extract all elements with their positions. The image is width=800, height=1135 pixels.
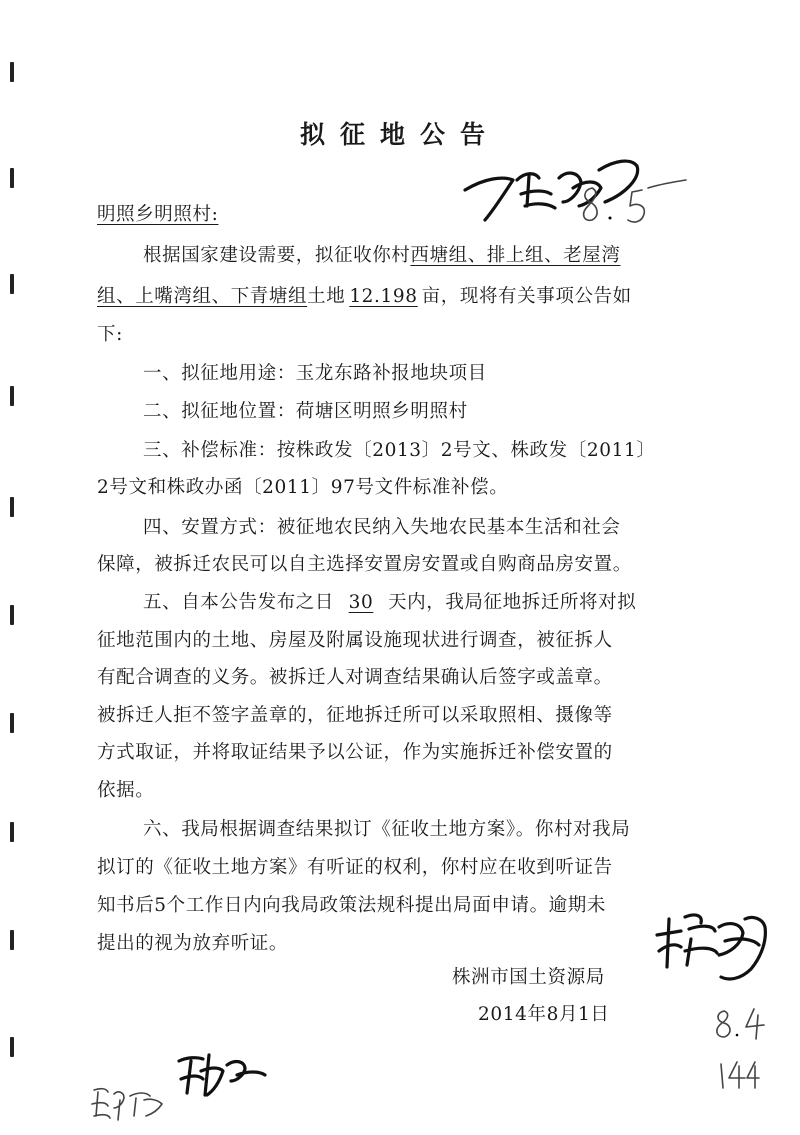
item-survey-cont: 征地范围内的土地、房屋及附属设施现状进行调查，被征拆人: [97, 630, 613, 651]
binder-mark: [10, 713, 14, 733]
item-survey: [143, 588, 636, 618]
page-number-mark: [715, 1058, 760, 1093]
item-resettlement-cont: 保障，被拆迁农民可以自主选择安置房安置或自购商品房安置。: [97, 554, 632, 575]
item-survey-cont: 方式取证，并将取证结果予以公证，作为实施拆迁补偿安置的: [97, 742, 613, 763]
item-hearing-cont: 知书后5个工作日内向我局政策法规科提出局面申请。逾期未: [97, 895, 606, 916]
binder-mark: [10, 605, 14, 625]
intro-line-3: 下:: [97, 324, 123, 345]
groups-text: 组、上嘴湾组、下青塘组: [97, 286, 308, 307]
intro-line-2: [97, 282, 632, 312]
bottom-signature-2: [88, 1080, 173, 1125]
land-area: 12.198: [349, 286, 418, 307]
binder-mark: [10, 1037, 14, 1057]
item-survey-cont: 有配合调查的义务。被拆迁人对调查结果确认后签字或盖章。: [97, 667, 613, 688]
item-resettlement: 四、安置方式：被征地农民纳入失地农民基本生活和社会: [143, 517, 621, 538]
item-survey-cont: 依据。: [97, 780, 155, 801]
issue-date: 2014年8月1日: [478, 1004, 610, 1025]
binder-mark: [10, 497, 14, 517]
item-hearing-cont: 提出的视为放弃听证。: [97, 933, 289, 954]
item-survey-text: 五、自本公告发布之日: [143, 592, 335, 613]
right-date-note: [710, 1005, 770, 1045]
binder-mark: [10, 930, 14, 950]
binder-mark: [10, 274, 14, 294]
binder-mark: [10, 386, 14, 406]
addressee-text: 明照乡明照村:: [97, 204, 219, 225]
top-date-note: [578, 178, 688, 233]
page-title: 拟征地公告: [299, 120, 500, 149]
item-hearing-cont: 拟订的《征收土地方案》有听证的权利，你村应在收到听证告: [97, 857, 613, 878]
issuer: 株洲市国土资源局: [452, 967, 605, 988]
item-compensation-cont: 2号文和株政办函〔2011〕97号文件标准补偿。: [97, 477, 509, 498]
binder-mark: [10, 822, 14, 842]
item-hearing: 六、我局根据调查结果拟订《征收土地方案》。你村对我局: [143, 819, 631, 840]
groups-text: 西塘组、排上组、老屋湾: [410, 245, 621, 266]
right-signature: [655, 905, 780, 1010]
days-count: 30: [348, 592, 374, 613]
item-compensation: 三、补偿标准：按株政发〔2013〕2号文、株政发〔2011〕: [143, 440, 656, 461]
addressee: [97, 200, 218, 230]
binder-mark: [10, 62, 14, 82]
intro-text: 根据国家建设需要，拟征收你村: [143, 245, 411, 266]
intro-text: 土地: [307, 286, 346, 307]
item-survey-cont: 被拆迁人拒不签字盖章的，征地拆迁所可以采取照相、摄像等: [97, 705, 613, 726]
item-survey-text: 天内，我局征地拆迁所将对拟: [388, 592, 637, 613]
binder-mark: [10, 168, 14, 188]
intro-line-1: [143, 241, 621, 271]
intro-text: 亩，现将有关事项公告如: [421, 286, 632, 307]
item-purpose: 一、拟征地用途：玉龙东路补报地块项目: [143, 363, 487, 384]
bottom-signature-1: [175, 1045, 275, 1105]
item-location: 二、拟征地位置：荷塘区明照乡明照村: [143, 401, 468, 422]
